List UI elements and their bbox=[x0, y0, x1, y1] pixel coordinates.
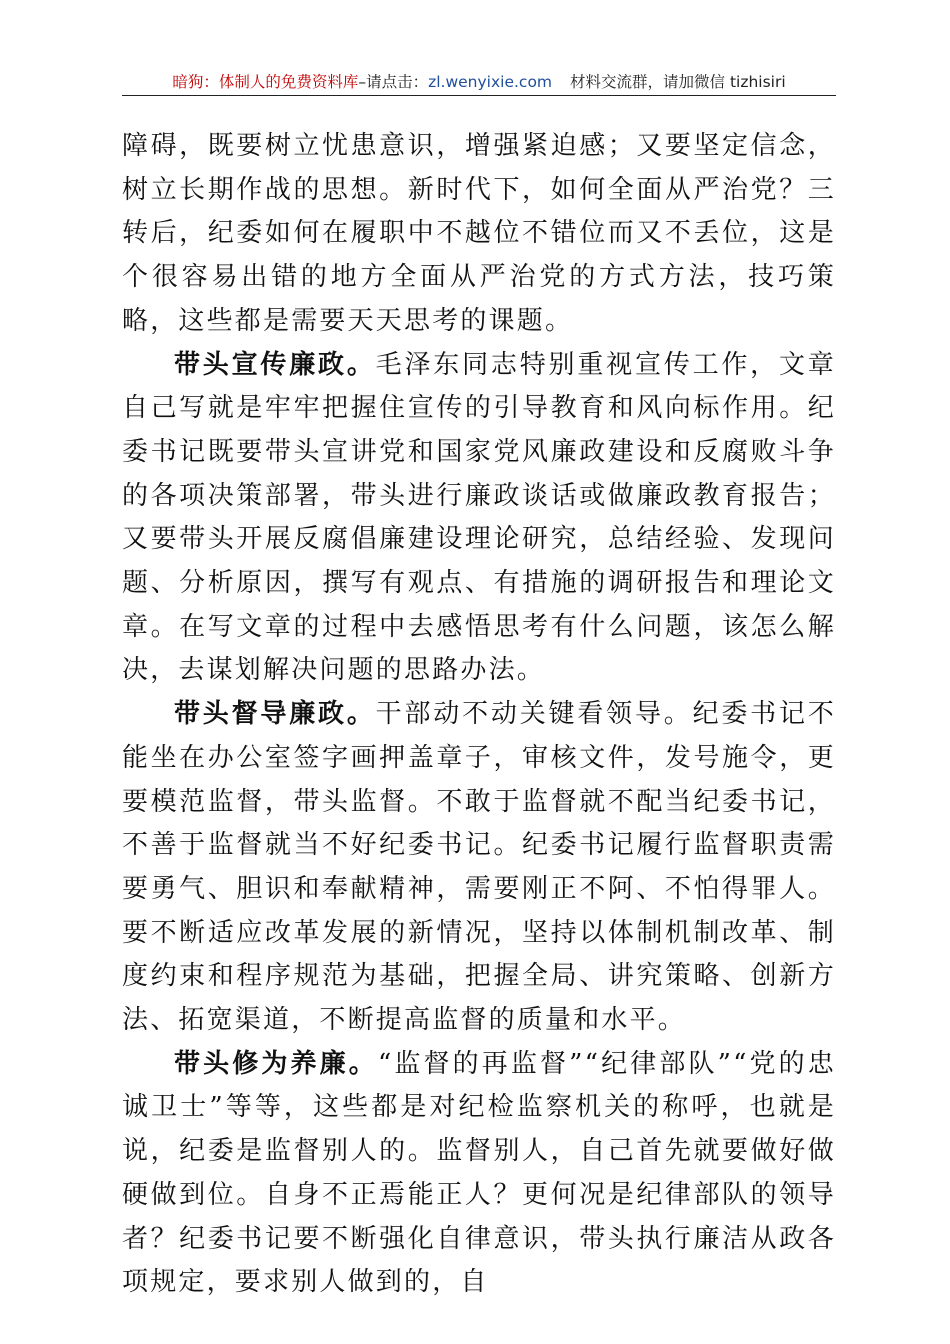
paragraph-text: “监督的再监督”“纪律部队”“党的忠诚卫士”等等，这些都是对纪检监察机关的称呼，也就是说，纪委是监督别人的。监督别人，自己首先就要做好做硬做到位。自身不正焉能正人？更何况是纪律部队的领导者？纪委书记要不断强化自律意识，带头执行廉洁从政各项规定，要求别人做到的，自 bbox=[122, 1048, 836, 1298]
header-brand: 暗狗：体制人的免费资料库 bbox=[172, 73, 359, 91]
paragraph-heading: 带头宣传廉政。 bbox=[174, 349, 376, 380]
paragraph-supervision bbox=[122, 693, 836, 1043]
paragraph-text: 障碍，既要树立忧患意识，增强紧迫感；又要坚定信念，树立长期作战的思想。新时代下，如何全面从严治党？三转后，纪委如何在履职中不越位不错位而又不丢位，这是个很容易出错的地方全面从严治党的方式方法，技巧策略，这些都是需要天天思考的课题。 bbox=[122, 131, 836, 336]
header-click-prefix: –请点击： bbox=[358, 73, 429, 91]
paragraph-text: 干部动不动关键看领导。纪委书记不能坐在办公室签字画押盖章子，审核文件，发号施令，更要模范监督，带头监督。不敢于监督就不配当纪委书记，不善于监督就当不好纪委书记。纪委书记履行监督职责需要勇气、胆识和奉献精神，需要刚正不阿、不怕得罪人。要不断适应改革发展的新情况，坚持以体制机制改革、制度约束和程序规范为基础，把握全局、讲究策略、创新方法、拓宽渠道，不断提高监督的质量和水平。 bbox=[122, 699, 837, 1036]
header-group-text: 材料交流群，请加微信 tizhisiri bbox=[570, 73, 786, 91]
paragraph-continued bbox=[122, 125, 836, 344]
paragraph-propaganda bbox=[122, 344, 836, 694]
header-divider bbox=[122, 95, 836, 96]
header-url-link[interactable]: zl.wenyixie.com bbox=[428, 73, 553, 91]
paragraph-heading: 带头督导廉政。 bbox=[174, 699, 376, 730]
paragraph-self-discipline bbox=[122, 1043, 836, 1305]
page-header bbox=[122, 70, 836, 94]
document-body bbox=[122, 125, 836, 1305]
paragraph-heading: 带头修为养廉。 bbox=[174, 1048, 378, 1079]
paragraph-text: 毛泽东同志特别重视宣传工作，文章自己写就是牢牢把握住宣传的引导教育和风向标作用。纪委书记既要带头宣讲党和国家党风廉政建设和反腐败斗争的各项决策部署，带头进行廉政谈话或做廉政教育报告；又要带头开展反腐倡廉建设理论研究，总结经验、发现问题、分析原因，撰写有观点、有措施的调研报告和理论文章。在写文章的过程中去感悟思考有什么问题，该怎么解决，去谋划解决问题的思路办法。 bbox=[122, 349, 837, 686]
